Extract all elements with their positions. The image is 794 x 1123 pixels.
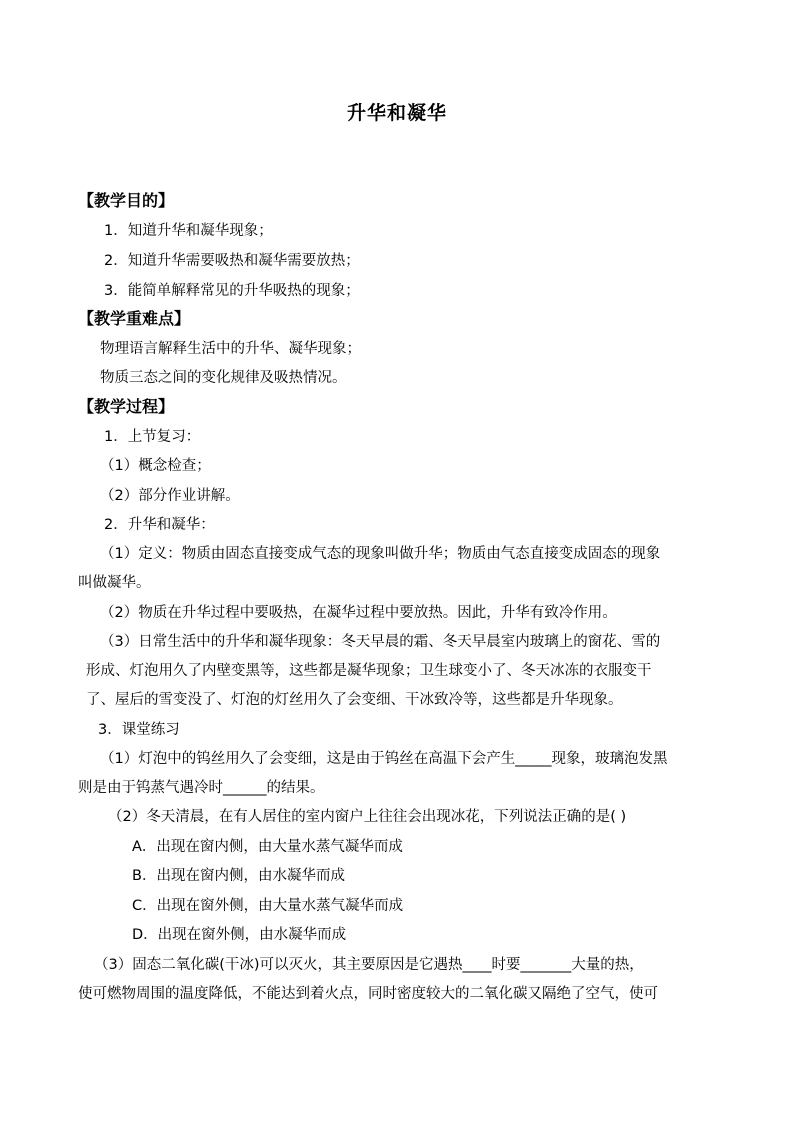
process-line: 叫做凝华。 [78, 575, 151, 591]
process-line: 3．课堂练习 [98, 722, 180, 738]
process-line: 使可燃物周围的温度降低，不能达到着火点，同时密度较大的二氧化碳又隔绝了空气，使可 [78, 986, 658, 1002]
objective-item: 3．能简单解释常见的升华吸热的现象； [104, 283, 360, 299]
section-heading-process: 【教学过程】 [78, 397, 175, 416]
section-heading-objectives: 【教学目的】 [78, 191, 175, 210]
process-line: （2）物质在升华过程中要吸热，在凝华过程中要放热。因此，升华有致冷作用。 [100, 605, 617, 621]
process-line: 1．上节复习： [104, 429, 201, 445]
process-line: （1）概念检查； [100, 458, 211, 474]
choice-option-b: B．出现在窗内侧，由水凝华而成 [132, 868, 345, 884]
page-title: 升华和凝华 [346, 102, 447, 124]
choice-option-d: D．出现在窗外侧，由水凝华而成 [132, 927, 347, 943]
process-line: （3）日常生活中的升华和凝华现象：冬天早晨的霜、冬天早晨室内玻璃上的窗花、雪的 [100, 634, 661, 650]
objective-item: 1．知道升华和凝华现象； [104, 223, 273, 239]
process-line: 则是由于钨蒸气遇冷时______的结果。 [78, 780, 325, 796]
section-heading-key-points: 【教学重难点】 [78, 309, 191, 328]
choice-option-c: C．出现在窗外侧，由大量水蒸气凝华而成 [132, 898, 404, 914]
process-line: 2．升华和凝华： [104, 517, 215, 533]
key-point-item: 物理语言解释生活中的升华、凝华现象； [100, 341, 361, 357]
process-line: （2）部分作业讲解。 [100, 488, 240, 504]
process-line: （1）灯泡中的钨丝用久了会变细，这是由于钨丝在高温下会产生_____现象，玻璃泡发黑 [100, 751, 668, 767]
choice-option-a: A．出现在窗内侧，由大量水蒸气凝华而成 [132, 839, 403, 855]
process-line: （3）固态二氧化碳(干冰)可以灭火，其主要原因是它遇热____时要_______大量的热， [94, 957, 644, 973]
objective-item: 2．知道升华需要吸热和凝华需要放热； [104, 253, 360, 269]
process-line: 形成、灯泡用久了内壁变黑等，这些都是凝华现象；卫生球变小了、冬天冰冻的衣服变干 [86, 663, 652, 679]
process-line: （2）冬天清晨，在有人居住的室内窗户上往往会出现冰花，下列说法正确的是( ) [108, 809, 627, 825]
process-line: 了、屋后的雪变没了、灯泡的灯丝用久了会变细、干冰致冷等，这些都是升华现象。 [86, 692, 623, 708]
key-point-item: 物质三态之间的变化规律及吸热情况。 [100, 370, 347, 386]
process-line: （1）定义：物质由固态直接变成气态的现象叫做升华；物质由气态直接变成固态的现象 [100, 546, 661, 562]
